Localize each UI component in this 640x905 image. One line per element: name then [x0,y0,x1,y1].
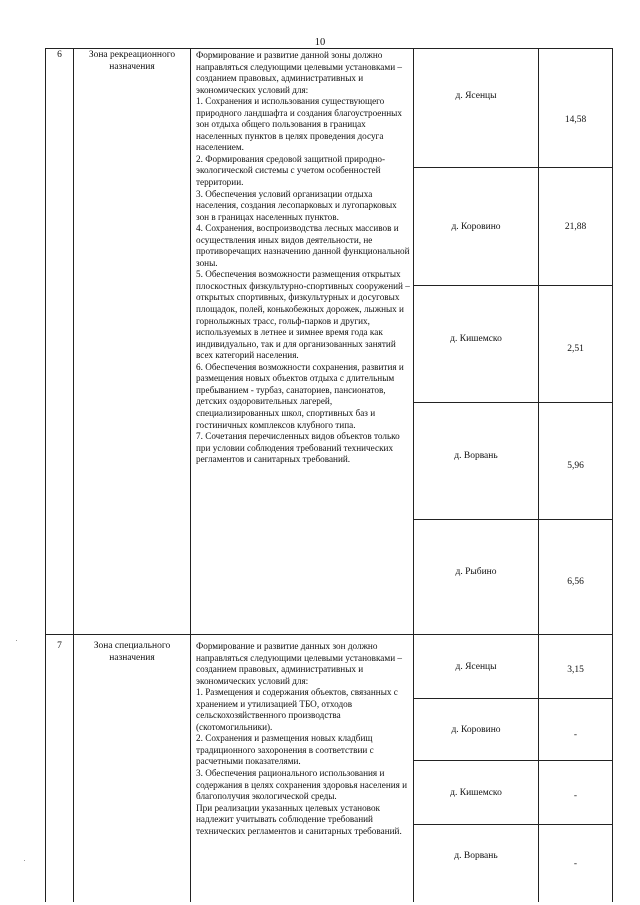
zone-name: Зона специального назначения [74,635,191,902]
settlement-name: д. Кишемско [414,286,539,402]
settlement-name: д. Кишемско [414,761,539,824]
settlement-area: - [539,699,613,760]
description-paragraph: 1. Сохранения и использования существующего природного ландшафта и создания благоустроенных зон отдыха общего пользования в границах населенных пунктов в целях проведения досуга населением. [196,96,402,153]
settlement-row [414,403,613,520]
settlement-row [414,286,613,403]
settlement-area: 2,51 [539,286,613,402]
scan-speck [16,640,17,641]
zones-table [45,48,613,902]
page-number: 10 [314,37,326,48]
scan-speck [24,860,25,861]
settlement-row [414,635,613,699]
description-paragraph: 2. Формирования средовой защитной природно-экологической системы с учетом особенностей территории. [196,153,386,188]
settlement-row [414,520,613,635]
description-paragraph: 2. Сохранения и размещения новых кладбищ традиционного захоронения в соответствии с расчетными показателями. [196,733,374,767]
settlement-row [414,825,613,902]
settlement-name: д. Рыбино [414,520,539,635]
table-row [46,49,613,635]
settlement-area: 21,88 [539,168,613,285]
row-number: 6 [46,49,74,634]
description-paragraph: Формирование и развитие данных зон должно направляться следующими целевыми установками – созданием правовых, административных и экономических условий для: [196,641,403,686]
settlement-list [414,635,613,902]
description-paragraph: 1. Размещения и содержания объектов, связанных с хранением и утилизацией ТБО, отходов сельскохозяйственного производства (скотомогильники). [196,687,398,732]
settlement-area: 14,58 [539,49,613,167]
zone-description [191,635,414,902]
settlement-name: д. Коровино [414,168,539,285]
description-paragraph: 4. Сохранения, воспроизводства лесных массивов и осуществления иных видов деятельности, не противоречащих назначению данной функциональной зоны. [196,223,410,268]
description-paragraph: 3. Обеспечения рационального использования и содержания в целях сохранения здоровья населения и благополучия экологической среды. [196,768,408,802]
row-number: 7 [46,635,74,902]
description-paragraph: 5. Обеспечения возможности размещения открытых плоскостных физкультурно-спортивных сооружений – открытых спортивных, физкультурных и досуговых площадок, полей, конькобежных дорожек, лыжных и горнолыжных трасс, гольф-парков и других, используемых в летнее и зимнее время года как индивидуально, так и для организованных занятий всех категорий населения. [196,269,410,361]
settlement-name: д. Ясенцы [414,49,539,167]
description-paragraph: 3. Обеспечения условий организации отдыха населения, создания лесопарковых и лугопарковых зон в границах населенных пунктов. [196,188,397,222]
settlement-area: 3,15 [539,635,613,698]
settlement-area: - [539,825,613,902]
description-paragraph: При реализации указанных целевых установок надлежит учитывать соблюдение требований технических регламентов и санитарных требований. [196,802,402,836]
settlement-area: 5,96 [539,403,613,519]
settlement-area: - [539,761,613,824]
settlement-area: 6,56 [539,520,613,635]
zone-name: Зона рекреационного назначения [74,49,191,634]
zone-description [191,49,414,634]
settlement-row [414,168,613,286]
settlement-row [414,699,613,761]
settlement-name: д. Ясенцы [414,635,539,698]
settlement-row [414,49,613,168]
description-paragraph: Формирование и развитие данной зоны должно направляться следующими целевыми установками – созданием правовых, административных и экономических условий для: [196,50,403,95]
description-paragraph: 7. Сочетания перечисленных видов объектов только при условии соблюдения требований технических регламентов и санитарных требований. [196,431,400,465]
settlement-list [414,49,613,634]
table-row [46,635,613,902]
description-paragraph: 6. Обеспечения возможности сохранения, развития и размещения новых объектов отдыха с длительным пребыванием - турбаз, санаториев, пансионатов, детских оздоровительных лагерей, специализированных школ, спортивных баз и гостиничных комплексов клубного типа. [196,361,404,430]
settlement-name: д. Коровино [414,699,539,760]
settlement-name: д. Ворвань [414,403,539,519]
settlement-row [414,761,613,825]
settlement-name: д. Ворвань [414,825,539,902]
